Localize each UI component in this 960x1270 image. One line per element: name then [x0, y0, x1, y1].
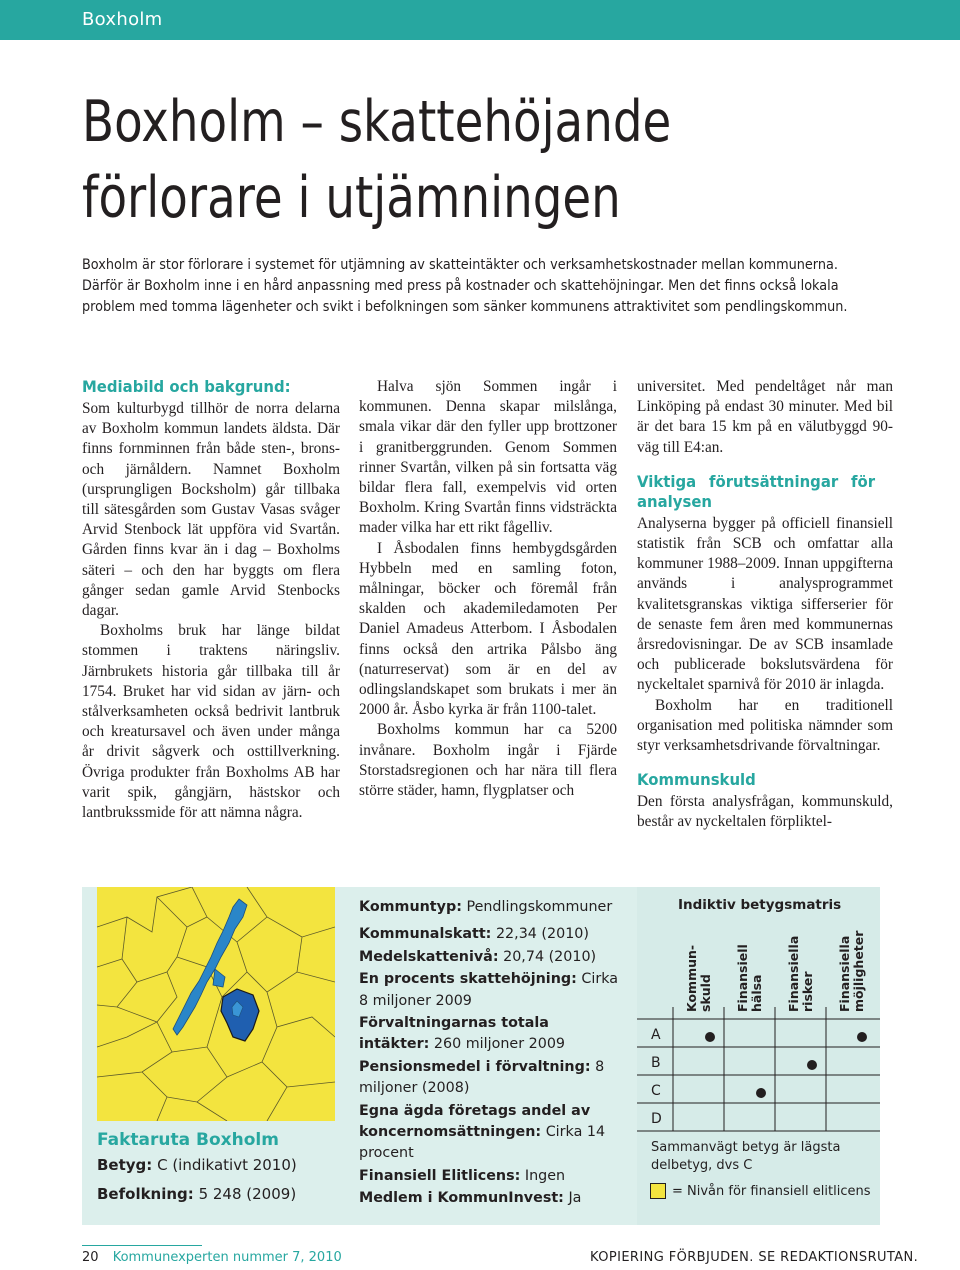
- footer-notice: KOPIERING FÖRBJUDEN. SE REDAKTIONSRUTAN.: [590, 1250, 919, 1265]
- map-image: [97, 887, 335, 1121]
- lead-line-3: problem med tomma lägenheter och svikt i befolkningen som sänker kommunens attraktivitet som pendlingskommun.: [82, 299, 848, 315]
- matrix-row-d: D: [651, 1111, 662, 1127]
- municipality-map: [97, 887, 335, 1121]
- matrix-title: Indiktiv betygsmatris: [678, 897, 842, 913]
- fact-label: Egna ägda företags andel av koncernomsättningen:: [359, 1102, 591, 1141]
- body-column-1: [82, 377, 340, 823]
- subheading-kommunskuld: Kommunskuld: [637, 770, 756, 790]
- subheading-mediabild: Mediabild och bakgrund:: [82, 377, 291, 396]
- matrix-col-finansiell-halsa: [736, 944, 764, 1012]
- matrix-mark: [857, 1032, 867, 1042]
- matrix-mark: [705, 1032, 715, 1042]
- section-header-bar: [0, 0, 960, 40]
- footer-rule: [82, 1245, 202, 1246]
- subheading-forutsattningar: Viktiga förutsättningar för analysen: [637, 471, 876, 511]
- body-paragraph: Boxholms kommun har ca 5200 invånare. Boxholm ingår i Fjärde Storstadsregionen och har nära till flera större städer, hamn, flygplatser och: [359, 721, 617, 800]
- matrix-mark: [756, 1088, 766, 1098]
- matrix-mark: [807, 1060, 817, 1070]
- matrix-col-label: Kommun- skuld: [684, 944, 713, 1012]
- body-paragraph: Boxholms bruk har länge bildat stommen i traktens näringsliv. Järnbrukets historia går tillbaka till år 1754. Bruket har vid sidan av järn- och stålverksamheten också bedrivit lantbruk och kreatursavel och även under många år drivit sågverk och osttillverkning. Övriga produkter från Boxholms AB har varit spik, gångjärn, hästskor och lantbrukssmide för att nämna några.: [82, 622, 340, 822]
- fact-kommuntyp: [359, 897, 621, 918]
- fact-elitlicens: [359, 1166, 621, 1187]
- body-paragraph: Den första analysfrågan, kommunskuld, består av nyckeltalen förpliktel-: [637, 793, 893, 831]
- rating-value: C (indikativt 2010): [157, 1156, 297, 1174]
- fact-intakter: [359, 1013, 621, 1056]
- fact-skattehojning: [359, 969, 621, 1012]
- article-lead: [82, 255, 878, 318]
- fact-foretag-andel: [359, 1101, 621, 1165]
- fact-value: 20,74 (2010): [503, 948, 597, 965]
- publication-name: Kommunexperten nummer 7, 2010: [112, 1250, 342, 1265]
- fact-value: 8 miljoner (2008): [359, 1058, 605, 1097]
- footer-left: [82, 1250, 342, 1265]
- population-label: Befolkning:: [97, 1185, 194, 1203]
- fact-label: En procents skattehöjning:: [359, 971, 577, 988]
- body-paragraph: Som kulturbygd tillhör de norra delarna av Boxholm kommun landets äldsta. Där finns fornminnen från både sten-, brons- och järnåldern. Namnet Boxholm (ursprungligen Bocksholm) går tillbaka till sätesgården som Gustav Vasas svåger Arvid Stenbock lät uppföra vid Svartån. Gården finns kvar än i dag – Boxholms säteri – och den har byggts om flera gånger sedan gamle Arvid Stenbocks dagar.: [82, 400, 340, 620]
- matrix-col-finansiella-mojligheter: [838, 931, 866, 1012]
- matrix-note: Sammanvägt betyg är lägsta delbetyg, dvs C: [651, 1140, 841, 1173]
- rating-label: Betyg:: [97, 1156, 153, 1174]
- fact-label: Medlem i KommunInvest:: [359, 1190, 564, 1207]
- body-column-2: [359, 377, 617, 801]
- fact-value: 22,34 (2010): [495, 926, 589, 943]
- fact-label: Kommuntyp:: [359, 899, 462, 915]
- body-paragraph: Boxholm har en traditionell organisation med politiska nämnder som styr verksamhetsdrivande förvaltningar.: [637, 696, 893, 755]
- matrix-grid: [637, 1007, 880, 1133]
- fact-value: 260 miljoner 2009: [433, 1036, 566, 1053]
- fact-label: Kommunalskatt:: [359, 926, 492, 943]
- headline-line-2: förlorare i utjämningen: [82, 165, 621, 231]
- matrix-col-label: Finansiella möjligheter: [837, 930, 866, 1012]
- population-value: 5 248 (2009): [198, 1185, 297, 1203]
- matrix-row-c: C: [651, 1083, 661, 1099]
- lead-line-1: Boxholm är stor förlorare i systemet för utjämning av skatteintäkter och verksamhetskostnader mellan kommunerna.: [82, 257, 838, 273]
- factbox-title: Faktaruta Boxholm: [97, 1130, 279, 1150]
- matrix-col-label: Finansiella risker: [786, 935, 815, 1012]
- headline-line-1: Boxholm – skattehöjande: [82, 89, 672, 155]
- facts-list: [359, 897, 621, 1211]
- matrix-row-b: B: [651, 1055, 661, 1071]
- lead-line-2: Därför är Boxholm inne i en hård anpassning med press på kostnader och skattehöjningar. Men det finns också lokala: [82, 278, 839, 294]
- fact-kommuninvest: [359, 1188, 621, 1209]
- fact-label: Förvaltningarnas totala intäkter:: [359, 1015, 549, 1053]
- fact-label: Medelskattenivå:: [359, 948, 499, 965]
- population-line: [97, 1185, 296, 1203]
- legend-swatch: [650, 1183, 666, 1199]
- matrix-col-kommunskuld: [685, 945, 713, 1012]
- legend-text: = Nivån för finansiell elitlicens: [672, 1184, 871, 1199]
- matrix-col-label: Finansiell hälsa: [735, 944, 764, 1012]
- fact-value: Cirka 8 miljoner 2009: [359, 971, 619, 1009]
- section-title: Boxholm: [82, 9, 163, 30]
- fact-kommunalskatt: [359, 924, 621, 945]
- page-number: 20: [82, 1250, 99, 1265]
- body-column-3: [637, 377, 893, 833]
- fact-label: Pensionsmedel i förvaltning:: [359, 1058, 591, 1075]
- article-headline: [82, 84, 754, 236]
- body-paragraph: Analyserna bygger på officiell finansiell statistik från SCB och omfattar alla kommuner 1988–2009. Innan uppgifterna används i analysprogrammet kvalitetsgranskas viktiga sifferserier för de senaste fem åren med kommunernas årsredovisningar. De av SCB insamlade och publicerade bokslutsvärdena för nyckeltalet sparnivå för 2010 är inlagda.: [637, 514, 893, 694]
- fact-value: Pendlingskommuner: [466, 899, 613, 915]
- body-paragraph: universitet. Med pendeltåget når man Linköping på endast 30 minuter. Med bil är det bara 15 km på en välutbyggd 90-väg till E4:an.: [637, 378, 893, 456]
- fact-value: Cirka 14 procent: [359, 1124, 606, 1162]
- fact-pensionsmedel: [359, 1057, 621, 1100]
- matrix-row-a: A: [651, 1027, 661, 1043]
- fact-medelskatteniva: [359, 947, 621, 968]
- fact-value: Ingen: [524, 1167, 566, 1184]
- rating-line: [97, 1156, 297, 1174]
- fact-value: Ja: [568, 1190, 582, 1207]
- body-paragraph: Halva sjön Sommen ingår i kommunen. Denna skapar milslånga, smala vikar där den fyller upp brottzoner i granitberggrunden. Genom Sommen rinner Svartån, vilken på sin fortsatta väg bildar flera fall, exempelvis vid orten Boxholm. Kring Svartån finns vidsträckta mader vilka har ett rikt fågelliv.: [359, 378, 617, 537]
- matrix-col-finansiella-risker: [787, 936, 815, 1012]
- fact-label: Finansiell Elitlicens:: [359, 1167, 521, 1184]
- body-paragraph: I Åsbodalen finns hembygdsgården Hybbeln med en samling foton, målningar, böcker och föremål från skalden och akademiledamoten Per Daniel Amadeus Atterbom. I Åsbodalen finns också den artrika Pålsbo äng (naturreservat) som är en del av odlingslandskapet som brukats i mer än 2000 år. Åsbo kyrka är från 1100-talet.: [359, 539, 617, 719]
